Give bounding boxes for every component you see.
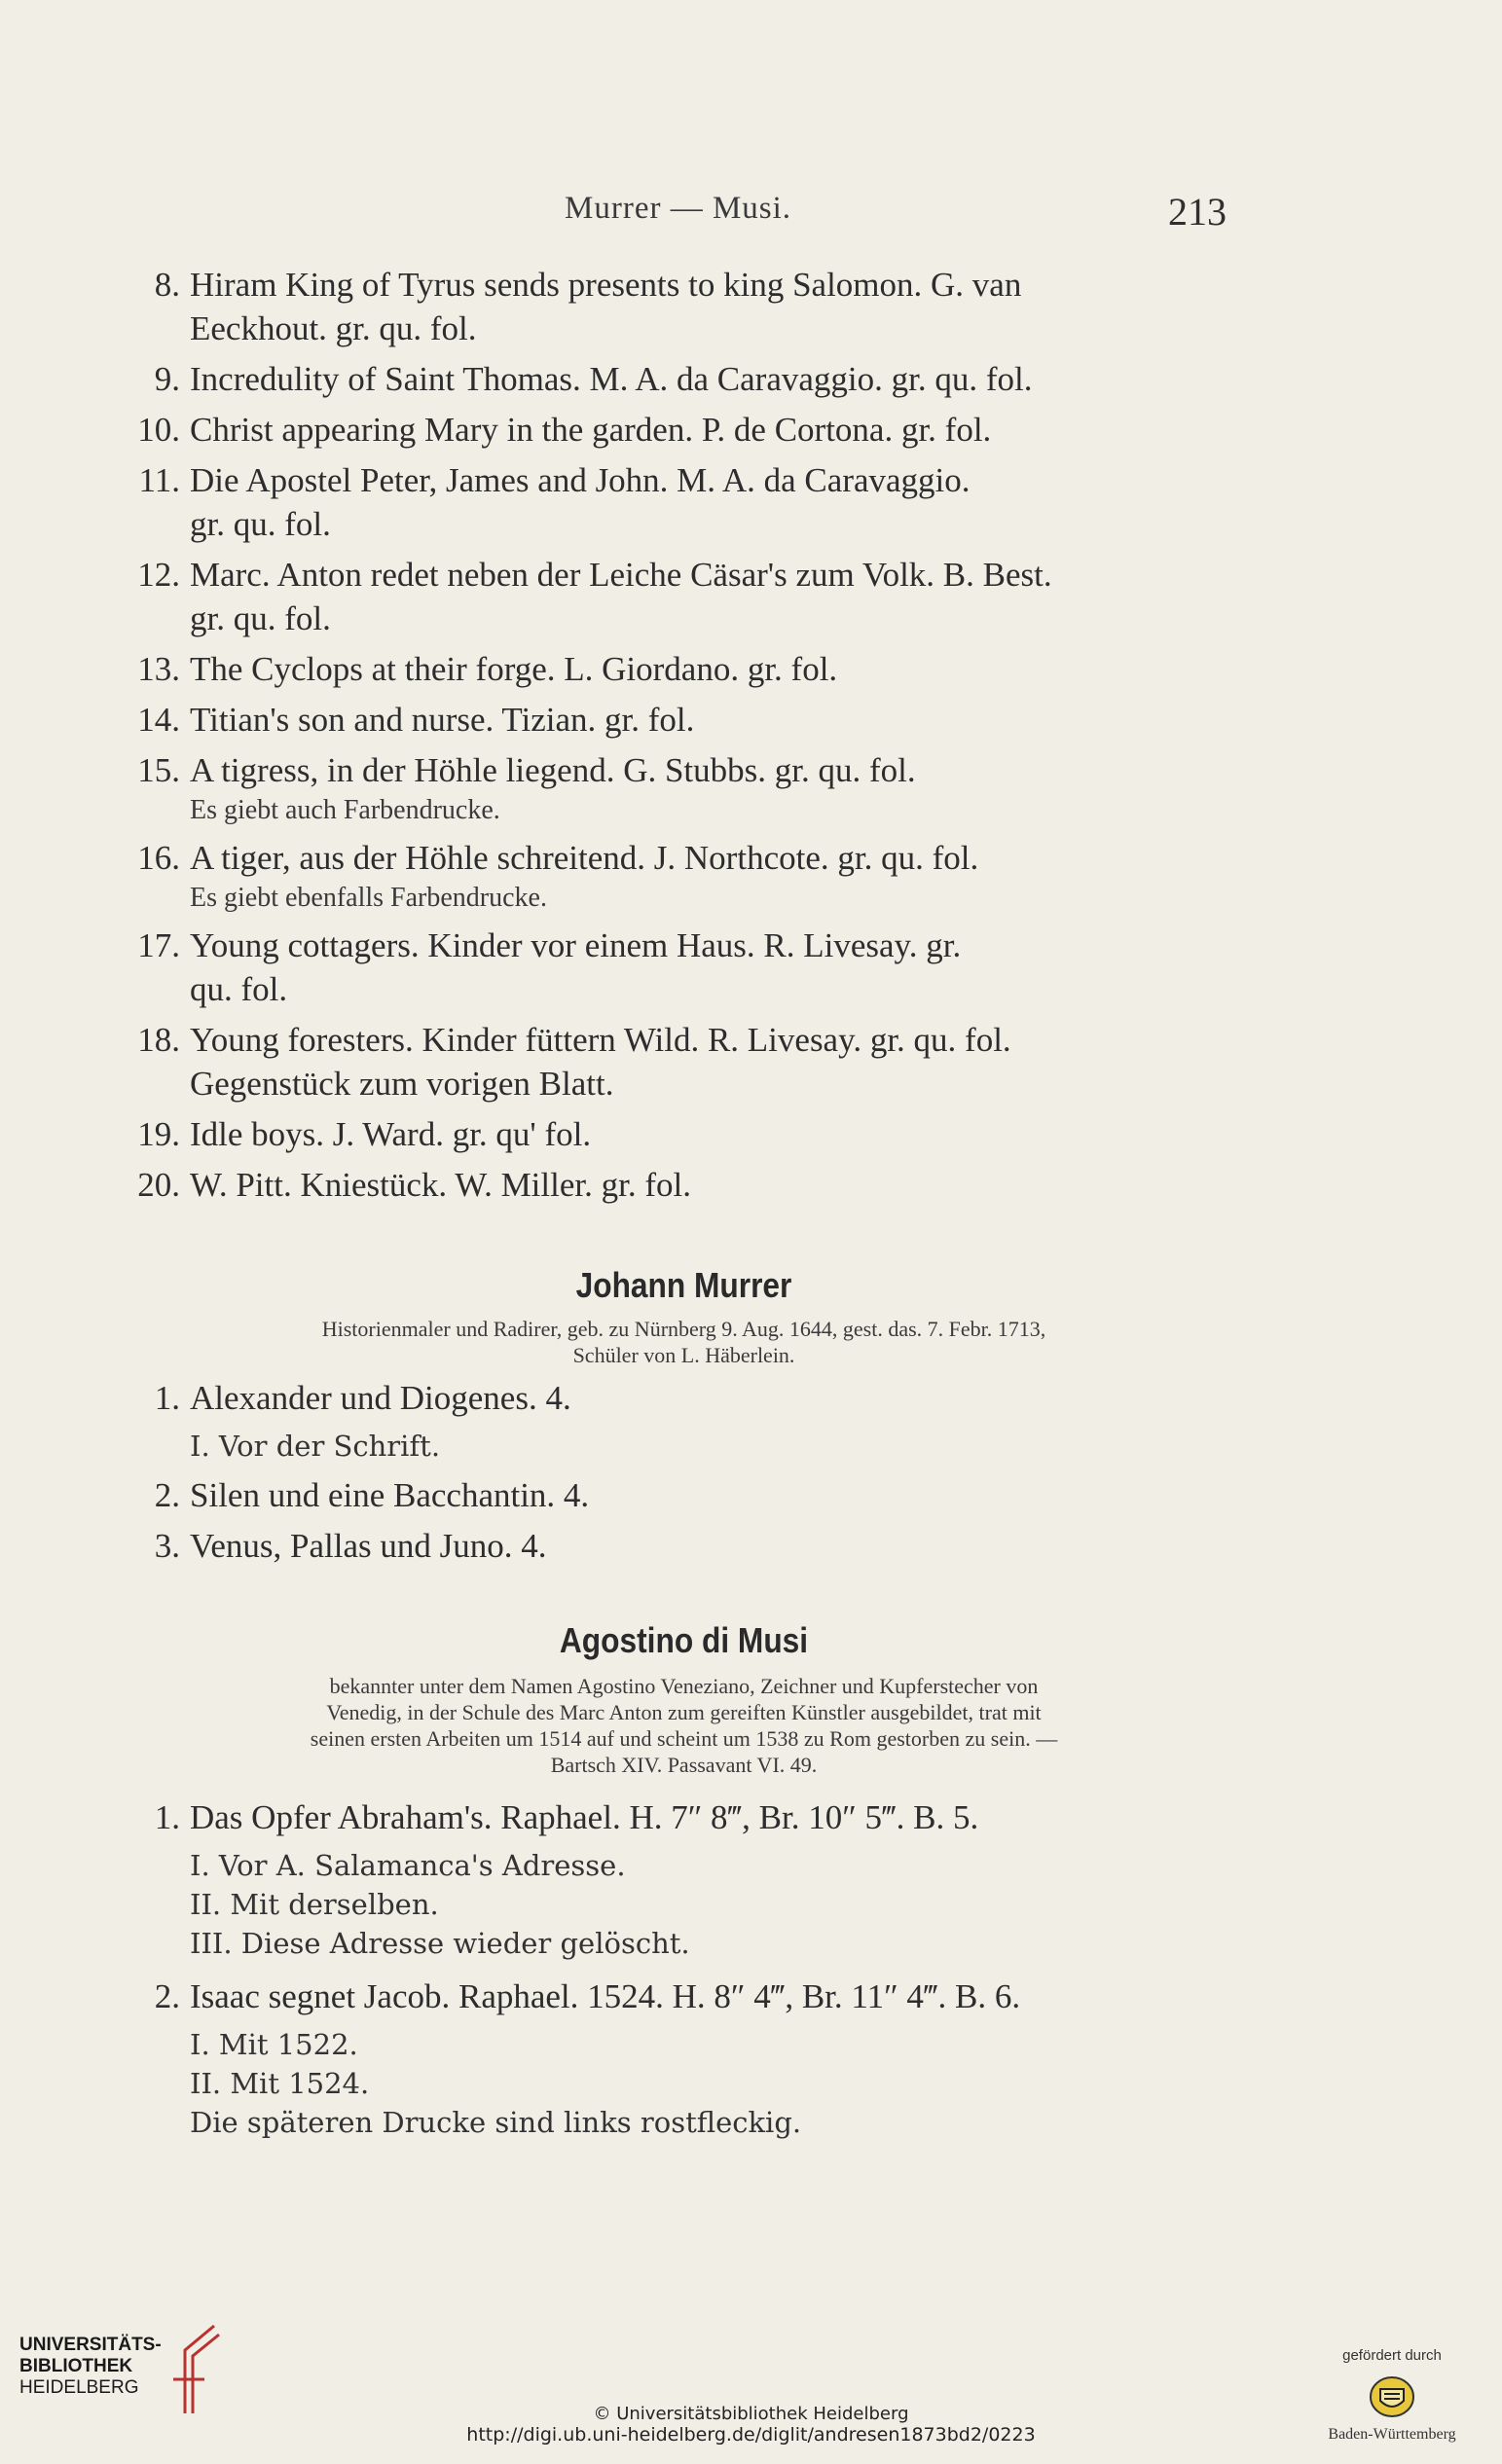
catalogue-entry bbox=[136, 357, 1231, 401]
description-line: Venedig, in der Schule des Marc Anton zum gereiften Künstler ausgebildet, trat mit bbox=[326, 1700, 1042, 1724]
entry-text: Marc. Anton redet neben der Leiche Cäsar's zum Volk. B. Best. bbox=[190, 556, 1052, 594]
library-name-line: UNIVERSITÄTS- bbox=[19, 2335, 162, 2355]
description-line: seinen ersten Arbeiten um 1514 auf und scheint um 1538 zu Rom gestorben zu sein. — bbox=[310, 1726, 1058, 1751]
entry-number: 16 . bbox=[136, 836, 180, 880]
entry-text-cont: Eeckhout. gr. qu. fol. bbox=[190, 309, 477, 347]
entry-number: 13 . bbox=[136, 647, 180, 691]
entry-text: Young foresters. Kinder füttern Wild. R. Livesay. gr. qu. fol. bbox=[190, 1021, 1011, 1059]
entry-text-cont: gr. qu. fol. bbox=[190, 505, 331, 543]
entry-note: Es giebt ebenfalls Farbendrucke. bbox=[190, 883, 547, 913]
murrer-item bbox=[136, 1376, 1231, 1421]
item-number: 2 . bbox=[136, 1473, 180, 1518]
entry-number: 15 . bbox=[136, 748, 180, 792]
description-line: Bartsch XIV. Passavant VI. 49. bbox=[550, 1753, 818, 1777]
entry-number: 8 . bbox=[136, 263, 180, 307]
library-name-line: HEIDELBERG bbox=[19, 2377, 139, 2398]
catalogue-entry bbox=[136, 647, 1231, 691]
section-description bbox=[175, 1316, 1192, 1368]
entry-text-cont: gr. qu. fol. bbox=[190, 599, 331, 637]
item-state: III. Diese Adresse wieder gelöscht. bbox=[190, 1927, 690, 1960]
catalogue-entry bbox=[136, 698, 1231, 742]
catalogue-entry bbox=[136, 1112, 1231, 1156]
catalogue-entries bbox=[136, 263, 1231, 1214]
item-note: Die späteren Drucke sind links rostfleckig. bbox=[190, 2106, 802, 2139]
entry-text: A tigress, in der Höhle liegend. G. Stubbs. gr. qu. fol. bbox=[190, 751, 916, 789]
item-number: 1 . bbox=[136, 1376, 180, 1421]
entry-number: 17 . bbox=[136, 924, 180, 967]
entry-number: 19 . bbox=[136, 1112, 180, 1156]
item-text: Isaac segnet Jacob. Raphael. 1524. H. 8″ 4‴, Br. 11″ 4‴. B. 6. bbox=[190, 1977, 1021, 2015]
section-musi bbox=[136, 1620, 1231, 2142]
item-number: 1 . bbox=[136, 1795, 180, 1840]
running-title: Murrer — Musi. bbox=[565, 191, 792, 226]
entry-text: W. Pitt. Kniestück. W. Miller. gr. fol. bbox=[190, 1166, 691, 1204]
section-title: Agostino di Musi bbox=[559, 1620, 809, 1660]
copyright-line: © Universitätsbibliothek Heidelberg bbox=[593, 2404, 909, 2424]
entry-text: A tiger, aus der Höhle schreitend. J. Northcote. gr. qu. fol. bbox=[190, 839, 979, 877]
entry-number: 18 . bbox=[136, 1018, 180, 1062]
entry-note: Es giebt auch Farbendrucke. bbox=[190, 795, 500, 825]
item-text: Venus, Pallas und Juno. 4. bbox=[190, 1527, 547, 1565]
murrer-item bbox=[136, 1473, 1231, 1518]
description-line: Historienmaler und Radirer, geb. zu Nürnberg 9. Aug. 1644, gest. das. 7. Febr. 1713, bbox=[321, 1317, 1046, 1341]
library-name-line: BIBLIOTHEK bbox=[19, 2356, 133, 2376]
running-head bbox=[0, 191, 1502, 239]
musi-item bbox=[136, 1975, 1231, 2019]
catalogue-entry bbox=[136, 924, 1231, 1011]
entry-number: 10 . bbox=[136, 408, 180, 452]
item-state: I. Vor der Schrift. bbox=[190, 1430, 441, 1463]
entry-text-cont: qu. fol. bbox=[190, 970, 288, 1008]
item-number: 2 . bbox=[136, 1975, 180, 2019]
section-murrer bbox=[136, 1265, 1231, 1575]
item-text: Silen und eine Bacchantin. 4. bbox=[190, 1476, 590, 1514]
item-state: II. Mit derselben. bbox=[190, 1888, 439, 1921]
section-description bbox=[156, 1673, 1212, 1778]
entry-text: Die Apostel Peter, James and John. M. A. da Caravaggio. bbox=[190, 461, 971, 499]
catalogue-entry bbox=[136, 748, 1231, 829]
description-line: Schüler von L. Häberlein. bbox=[572, 1343, 795, 1367]
copyright-footer bbox=[0, 2404, 1502, 2446]
entry-number: 14 . bbox=[136, 698, 180, 742]
item-text: Das Opfer Abraham's. Raphael. H. 7″ 8‴, Br. 10″ 5‴. B. 5. bbox=[190, 1798, 979, 1836]
entry-text-cont: Gegenstück zum vorigen Blatt. bbox=[190, 1065, 614, 1103]
funded-by-label: gefördert durch bbox=[1342, 2347, 1442, 2364]
item-state: II. Mit 1524. bbox=[190, 2067, 370, 2100]
catalogue-entry bbox=[136, 836, 1231, 917]
catalogue-entry bbox=[136, 263, 1231, 350]
item-state: I. Vor A. Salamanca's Adresse. bbox=[190, 1849, 626, 1882]
catalogue-entry bbox=[136, 1163, 1231, 1207]
entry-text: Titian's son and nurse. Tizian. gr. fol. bbox=[190, 701, 695, 739]
entry-number: 9 . bbox=[136, 357, 180, 401]
item-number: 3 . bbox=[136, 1524, 180, 1569]
section-title: Johann Murrer bbox=[575, 1265, 792, 1305]
catalogue-entry bbox=[136, 1018, 1231, 1105]
entry-text: Incredulity of Saint Thomas. M. A. da Caravaggio. gr. qu. fol. bbox=[190, 360, 1033, 398]
item-state: I. Mit 1522. bbox=[190, 2028, 358, 2061]
catalogue-entry bbox=[136, 553, 1231, 640]
murrer-item bbox=[136, 1524, 1231, 1569]
funder-name: Baden-Württemberg bbox=[1328, 2426, 1456, 2443]
catalogue-entry bbox=[136, 458, 1231, 546]
page-number: 213 bbox=[1168, 190, 1227, 234]
entry-text: Christ appearing Mary in the garden. P. de Cortona. gr. fol. bbox=[190, 411, 992, 449]
entry-text: Hiram King of Tyrus sends presents to king Salomon. G. van bbox=[190, 266, 1022, 304]
entry-number: 20 . bbox=[136, 1163, 180, 1207]
entry-text: Idle boys. J. Ward. gr. qu' fol. bbox=[190, 1115, 592, 1153]
entry-number: 11 . bbox=[136, 458, 180, 502]
description-line: bekannter unter dem Namen Agostino Veneziano, Zeichner und Kupferstecher von bbox=[329, 1674, 1039, 1698]
entry-text: The Cyclops at their forge. L. Giordano. gr. fol. bbox=[190, 650, 838, 688]
entry-number: 12 . bbox=[136, 553, 180, 597]
funder-logo[interactable] bbox=[1309, 2347, 1475, 2444]
coat-of-arms-icon bbox=[1367, 2372, 1417, 2422]
catalogue-entry bbox=[136, 408, 1231, 452]
musi-item bbox=[136, 1795, 1231, 1840]
permalink[interactable]: http://digi.ub.uni-heidelberg.de/diglit/andresen1873bd2/0223 bbox=[466, 2424, 1036, 2446]
item-text: Alexander und Diogenes. 4. bbox=[190, 1379, 571, 1417]
entry-text: Young cottagers. Kinder vor einem Haus. R. Livesay. gr. bbox=[190, 926, 962, 964]
